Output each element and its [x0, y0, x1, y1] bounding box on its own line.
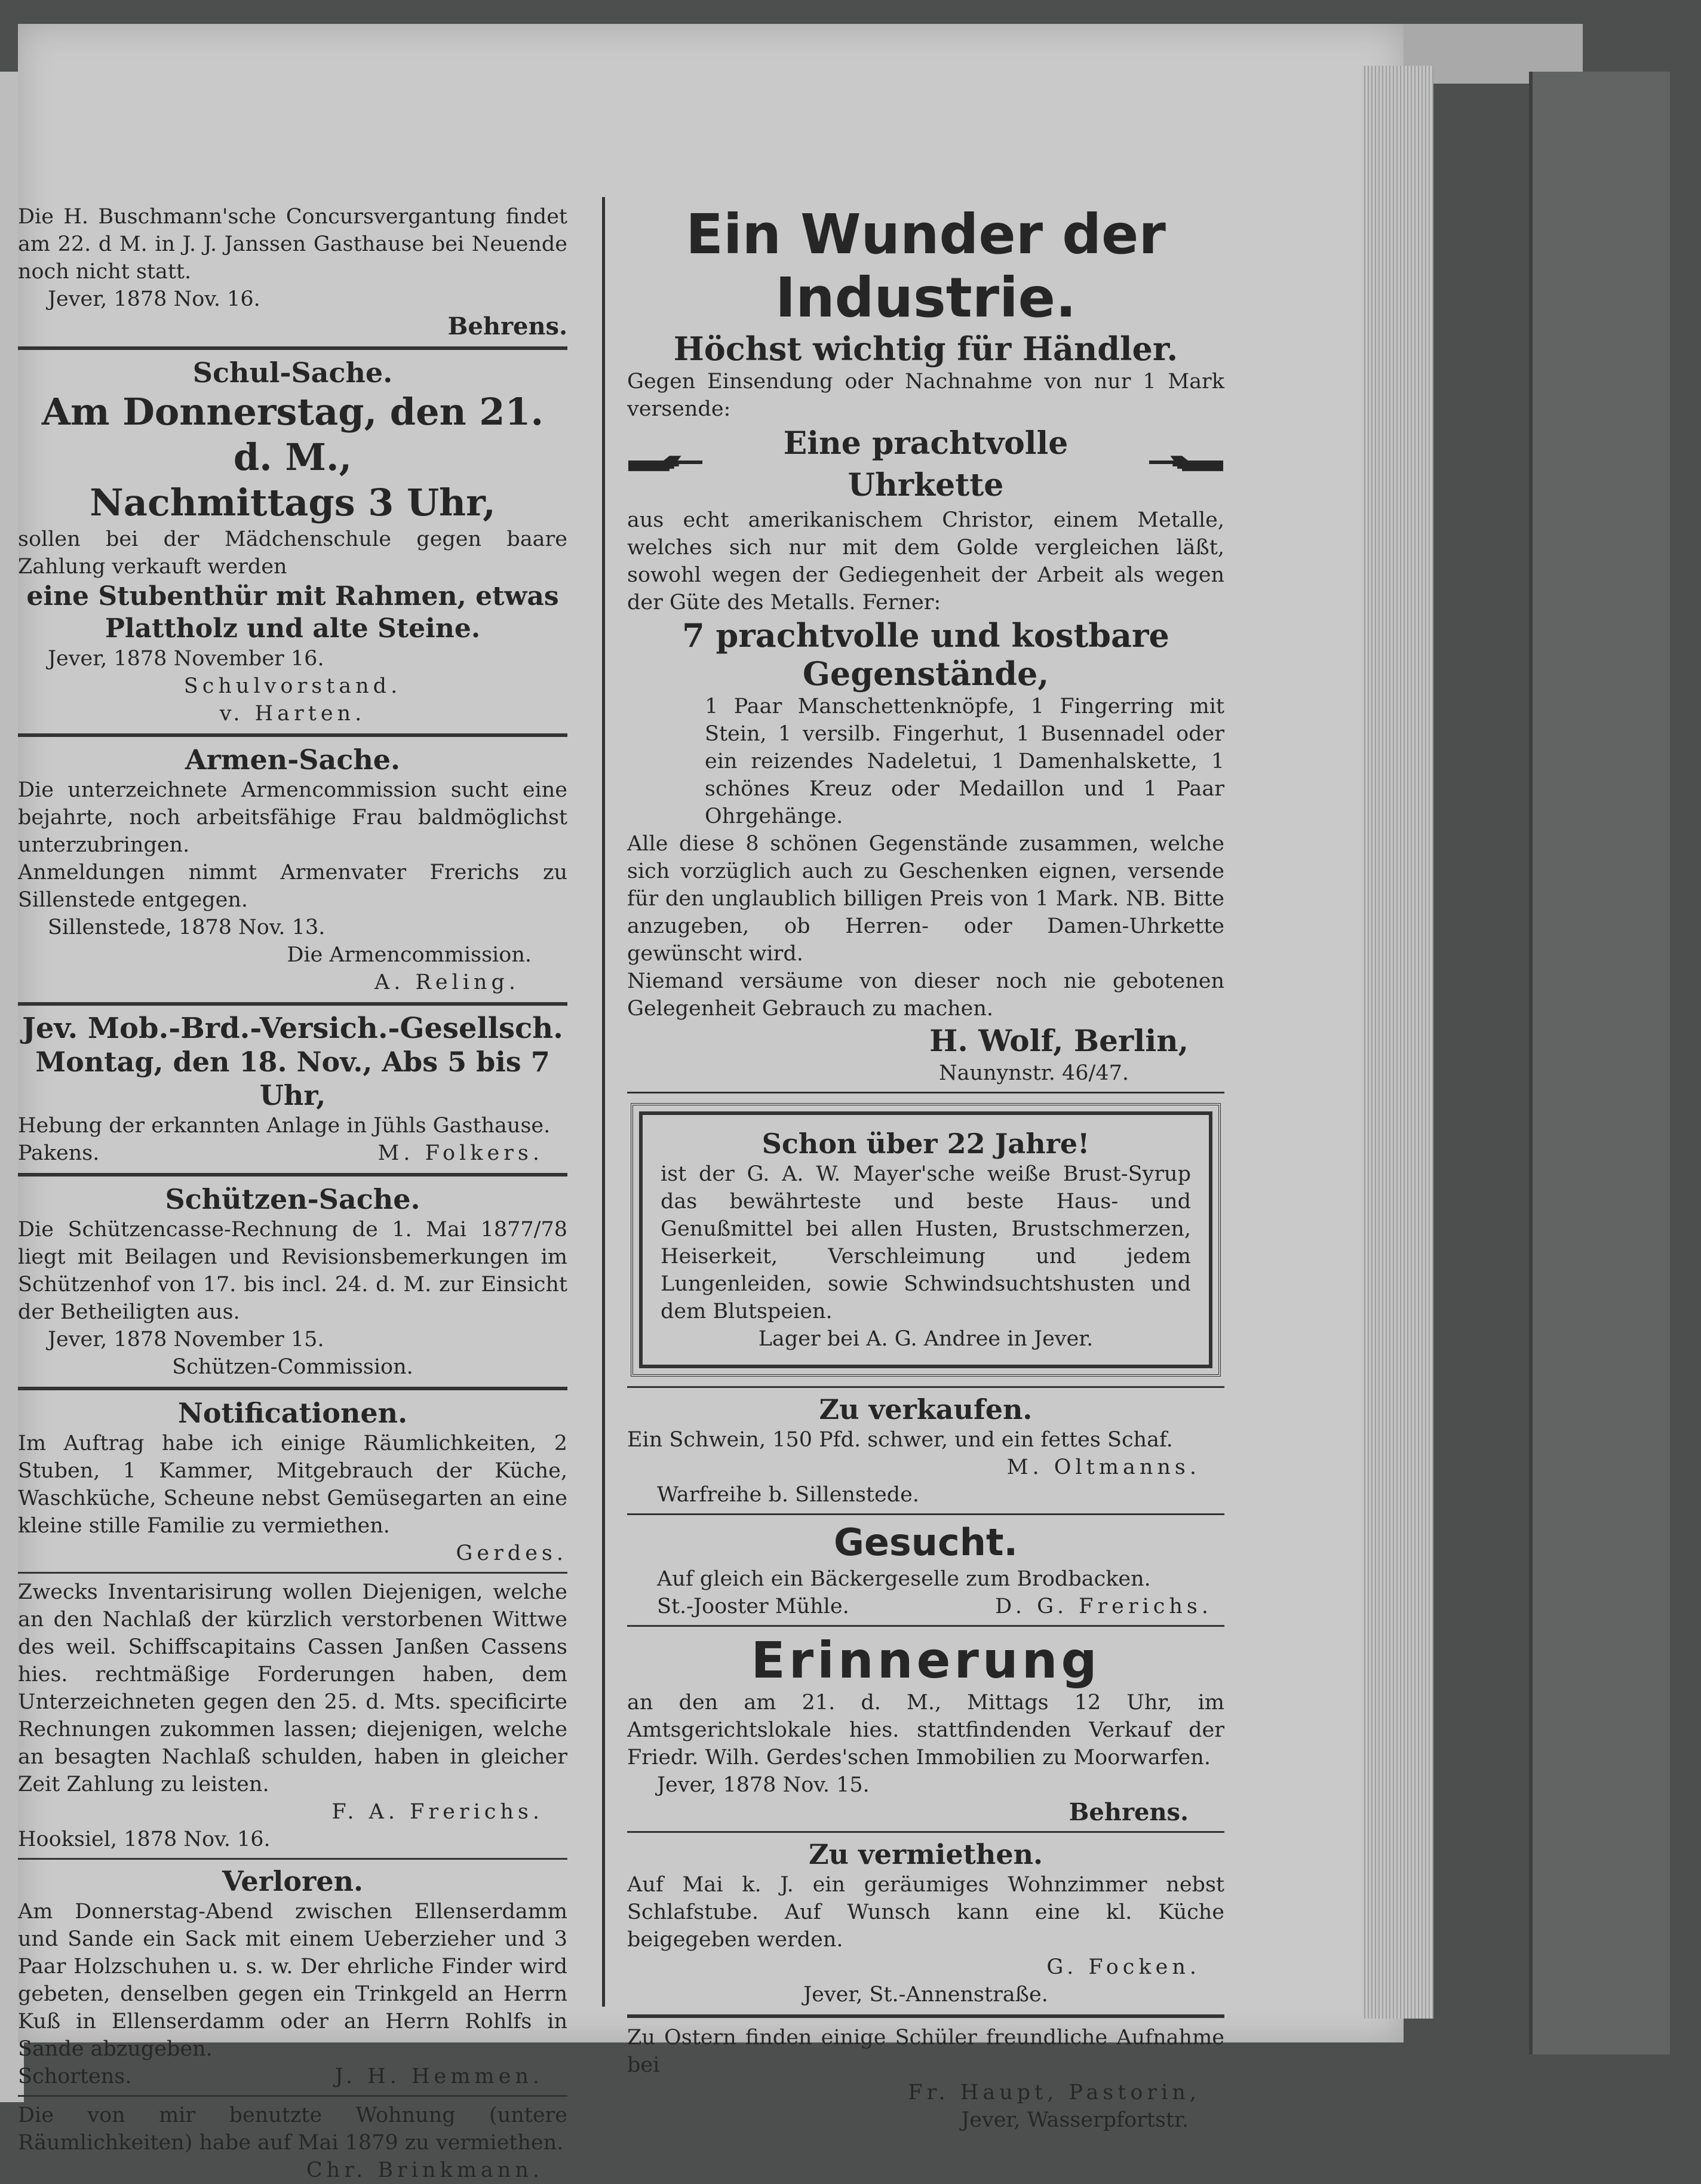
ad-erinnerung — [627, 1632, 1224, 1826]
ad-text: Ein Schwein, 150 Pfd. schwer, und ein fettes Schaf. — [627, 1428, 1173, 1452]
pointing-hand-left-icon — [1148, 454, 1224, 475]
ad-heading: Erinnerung — [751, 1631, 1101, 1690]
divider — [18, 733, 567, 737]
ad-sign: Gerdes. — [456, 1541, 567, 1565]
ad-heading: Zu vermiethen. — [808, 1838, 1043, 1870]
ad-place: Pakens. — [18, 1141, 100, 1165]
ad-time-line: Nachmittags 3 Uhr, — [90, 481, 496, 524]
ad-items: 1 Paar Manschettenknöpfe, 1 Fingerring mit Stein, 1 versilb. Fingerhut, 1 Busennadel oder ein reizendes Nadeletui, 1 Damenhalskette, 1 schönes Kreuz oder Medaillon und 1 Paar Ohrgehänge. — [705, 695, 1224, 828]
ad-sign: G. Focken. — [1046, 1955, 1200, 1979]
divider — [18, 346, 567, 350]
ad-zu-verkaufen — [627, 1393, 1224, 1509]
ad-sign: H. Wolf, Berlin, — [929, 1023, 1189, 1058]
ad-text: ist der G. A. W. Mayer'sche weiße Brust-Syrup das bewährteste und beste Haus- und Genußmittel bei allen Husten, Brustschmerzen, Heiserkeit, Verschleimung und jedem Lungenleiden, sowie Schwindsuchtshusten und dem Blutspeien. — [661, 1162, 1191, 1323]
ad-sign: M. Folkers. — [377, 1141, 544, 1165]
ad-text: sollen bei der Mädchenschule gegen baare Zahlung verkauft werden — [18, 527, 567, 579]
ad-sign: Behrens. — [447, 312, 567, 340]
ad-text: Am Donnerstag-Abend zwischen Ellenserdamm und Sande ein Sack mit einem Ueberzieher und 3 Paar Holzschuhen u. s. w. Der ehrliche Finder wird gebeten, denselben gegen ein Trinkgeld an Herrn Kuß in Ellenserdamm oder an Herrn Rohlfs in Sande abzugeben. — [18, 1900, 567, 2061]
ad-heading: Jev. Mob.-Brd.-Versich.-Gesellsch. — [22, 1012, 563, 1045]
ad-sign: Fr. Haupt, Pastorin, — [908, 2081, 1200, 2105]
ad-sign: Schützen-Commission. — [172, 1355, 413, 1379]
ad-text: Im Auftrag habe ich einige Räumlichkeiten, 2 Stuben, 1 Kammer, Mitgebrauch der Küche, Waschküche, Scheune nebst Gemüsegarten an eine kleine stille Familie zu vermiethen. — [18, 1432, 567, 1538]
ad-schuetzen-sache — [18, 1182, 567, 1381]
book-cover — [1529, 72, 1670, 2054]
ad-sign: Behrens. — [1069, 1798, 1189, 1826]
divider — [627, 1625, 1224, 1627]
ad-sign: A. Reling. — [374, 970, 520, 994]
ad-text: Die von mir benutzte Wohnung (untere Räumlichkeiten) habe auf Mai 1879 zu vermiethen. — [18, 2103, 567, 2155]
ad-title: Ein Wunder der Industrie. — [686, 202, 1166, 330]
ad-text: Hebung der erkannten Anlage in Jühls Gasthause. — [18, 1114, 551, 1138]
ad-gesucht — [627, 1520, 1224, 1620]
ad-place: Warfreihe b. Sillenstede. — [657, 1483, 919, 1507]
ad-bold-line: 7 prachtvolle und kostbare — [682, 616, 1169, 655]
ad-date-line: Am Donnerstag, den 21. d. M., — [41, 390, 544, 479]
ad-place: Jever, 1878 November 16. — [48, 647, 324, 671]
ad-sign: v. Harten. — [219, 702, 366, 726]
ad-chain-text: Eine prachtvolle Uhrkette — [783, 425, 1069, 503]
ad-text: Auf gleich ein Bäckergeselle zum Brodbacken. — [657, 1567, 1151, 1591]
ad-bold-line: Gegenstände, — [802, 655, 1049, 693]
ad-text: Niemand versäume von dieser noch nie gebotenen Gelegenheit Gebrauch zu machen. — [627, 969, 1224, 1021]
ad-place: Jever, 1878 Nov. 15. — [657, 1773, 870, 1797]
divider — [18, 1858, 567, 1860]
divider — [627, 1831, 1224, 1833]
ad-text: Gegen Einsendung oder Nachnahme von nur 1 Mark versende: — [627, 370, 1224, 421]
ad-heading: Schon über 22 Jahre! — [762, 1128, 1090, 1160]
ad-text: Die H. Buschmann'sche Concursvergantung findet am 22. d M. in J. J. Janssen Gasthause bei Neuende noch nicht statt. — [18, 205, 567, 284]
ad-text: Die unterzeichnete Armencommission sucht eine bejahrte, noch arbeitsfähige Frau baldmöglichst unterzubringen. — [18, 778, 567, 857]
ad-chain-line — [627, 423, 1224, 506]
ad-place: Sillenstede, 1878 Nov. 13. — [48, 916, 326, 939]
divider — [18, 1387, 567, 1390]
right-column — [627, 203, 1224, 2134]
ad-brust-syrup — [639, 1111, 1212, 1368]
ad-sign: Jever, Wasserpfortstr. — [961, 2108, 1189, 2132]
ad-text: Auf Mai k. J. ein geräumiges Wohnzimmer nebst Schlafstube. Auf Wunsch kann eine kl. Küche beigegeben werden. — [627, 1873, 1224, 1952]
ad-text: an den am 21. d. M., Mittags 12 Uhr, im Amtsgerichtslokale hies. stattfindenden Verkauf der Friedr. Wilh. Gerdes'schen Immobilien zu Moorwarfen. — [627, 1691, 1224, 1770]
ad-place: Jever, 1878 Nov. 16. — [48, 287, 260, 311]
ad-sign: Chr. Brinkmann. — [306, 2158, 544, 2182]
divider — [18, 1572, 567, 1574]
ad-wunder-der-industrie — [627, 203, 1224, 1087]
ad-subtitle: Höchst wichtig für Händler. — [673, 330, 1178, 368]
pointing-hand-right-icon — [627, 454, 704, 475]
ad-place: Jever, St.-Annenstraße. — [803, 1983, 1048, 2007]
ad-heading: Zu verkaufen. — [819, 1393, 1033, 1426]
ad-text: Zu Ostern finden einige Schüler freundliche Aufnahme bei — [627, 2026, 1224, 2077]
ad-text: Alle diese 8 schönen Gegenstände zusammen, welche sich vorzüglich auch zu Geschenken eignen, versende für den unglaublich billigen Preis von 1 Mark. NB. Bitte anzugeben, ob Herren- oder Damen-Uhrkette gewünscht wird. — [627, 832, 1224, 966]
ad-heading: Armen-Sache. — [185, 744, 401, 776]
ad-heading: Notificationen. — [177, 1397, 408, 1429]
ad-sign: J. H. Hemmen. — [334, 2065, 544, 2088]
ad-sign: Schulvorstand. — [183, 674, 402, 698]
divider — [627, 1513, 1224, 1515]
ad-notificationen — [18, 1396, 567, 1853]
ad-sign: Die Armencommission. — [287, 943, 532, 967]
ad-heading: Schul-Sache. — [192, 357, 393, 389]
ad-armen-sache — [18, 743, 567, 996]
ad-concurs — [18, 203, 567, 340]
ad-sign: F. A. Frerichs. — [331, 1800, 544, 1824]
ad-text: Die Schützencasse-Rechnung de 1. Mai 1877/78 liegt mit Beilagen und Revisionsbemerkungen im Schützenhof von 17. bis incl. 24. d. M. zur Einsicht der Betheiligten aus. — [18, 1218, 567, 1324]
divider — [18, 1002, 567, 1006]
ad-sign: M. Oltmanns. — [1006, 1455, 1200, 1479]
divider — [627, 2014, 1224, 2018]
ad-text: aus echt amerikanischem Christor, einem Metalle, welches sich nur mit dem Golde vergleichen läßt, sowohl wegen der Gediegenheit der Arbeit als wegen der Güte des Metalls. Ferner: — [627, 508, 1224, 615]
divider — [627, 1386, 1224, 1388]
ad-sign-row — [18, 2063, 567, 2090]
ad-versicherung — [18, 1012, 567, 1167]
book-page-edges — [1362, 66, 1433, 2019]
ad-heading: Gesucht. — [833, 1520, 1018, 1564]
ad-sign-row — [627, 1593, 1224, 1620]
ad-place: Schortens. — [18, 2065, 132, 2088]
ad-sign-row — [18, 1139, 567, 1167]
ad-address: Naunynstr. 46/47. — [938, 1061, 1129, 1085]
ad-verloren — [18, 1864, 567, 2090]
ad-text: Anmeldungen nimmt Armenvater Frerichs zu Sillenstede entgegen. — [18, 861, 567, 912]
ad-heading: Verloren. — [222, 1865, 364, 1897]
ad-place: Hooksiel, 1878 Nov. 16. — [18, 1827, 271, 1851]
ad-zu-vermiethen — [627, 1838, 1224, 2008]
divider — [18, 2095, 567, 2097]
ad-text: Zwecks Inventarisirung wollen Diejenigen, welche an den Nachlaß der kürzlich verstorbenen Wittwe des weil. Schiffscapitains Cassen Janßen Cassens hies. rechtmäßige Forderungen haben, dem Unterzeichneten gegen den 25. d. Mts. specificirte Rechnungen zukommen lassen; diejenigen, welche an besagten Nachlaß schulden, haben in gleicher Zeit Zahlung zu leisten. — [18, 1580, 567, 1796]
ad-bold-text: eine Stubenthür mit Rahmen, etwas Plattholz und alte Steine. — [26, 581, 559, 644]
ad-sign: D. G. Frerichs. — [995, 1595, 1212, 1618]
ad-date-line: Montag, den 18. Nov., Abs 5 bis 7 Uhr, — [35, 1046, 550, 1111]
ad-heading: Schützen-Sache. — [165, 1183, 420, 1215]
ad-schul-sache — [18, 356, 567, 727]
ad-place: Jever, 1878 November 15. — [48, 1328, 324, 1351]
divider — [18, 1173, 567, 1177]
ad-ostern — [627, 2024, 1224, 2134]
column-rule — [602, 197, 605, 2007]
left-column — [18, 203, 567, 2184]
ad-lager: Lager bei A. G. Andree in Jever. — [758, 1327, 1094, 1351]
divider — [627, 1092, 1224, 1093]
ad-place: St.-Jooster Mühle. — [657, 1595, 849, 1618]
